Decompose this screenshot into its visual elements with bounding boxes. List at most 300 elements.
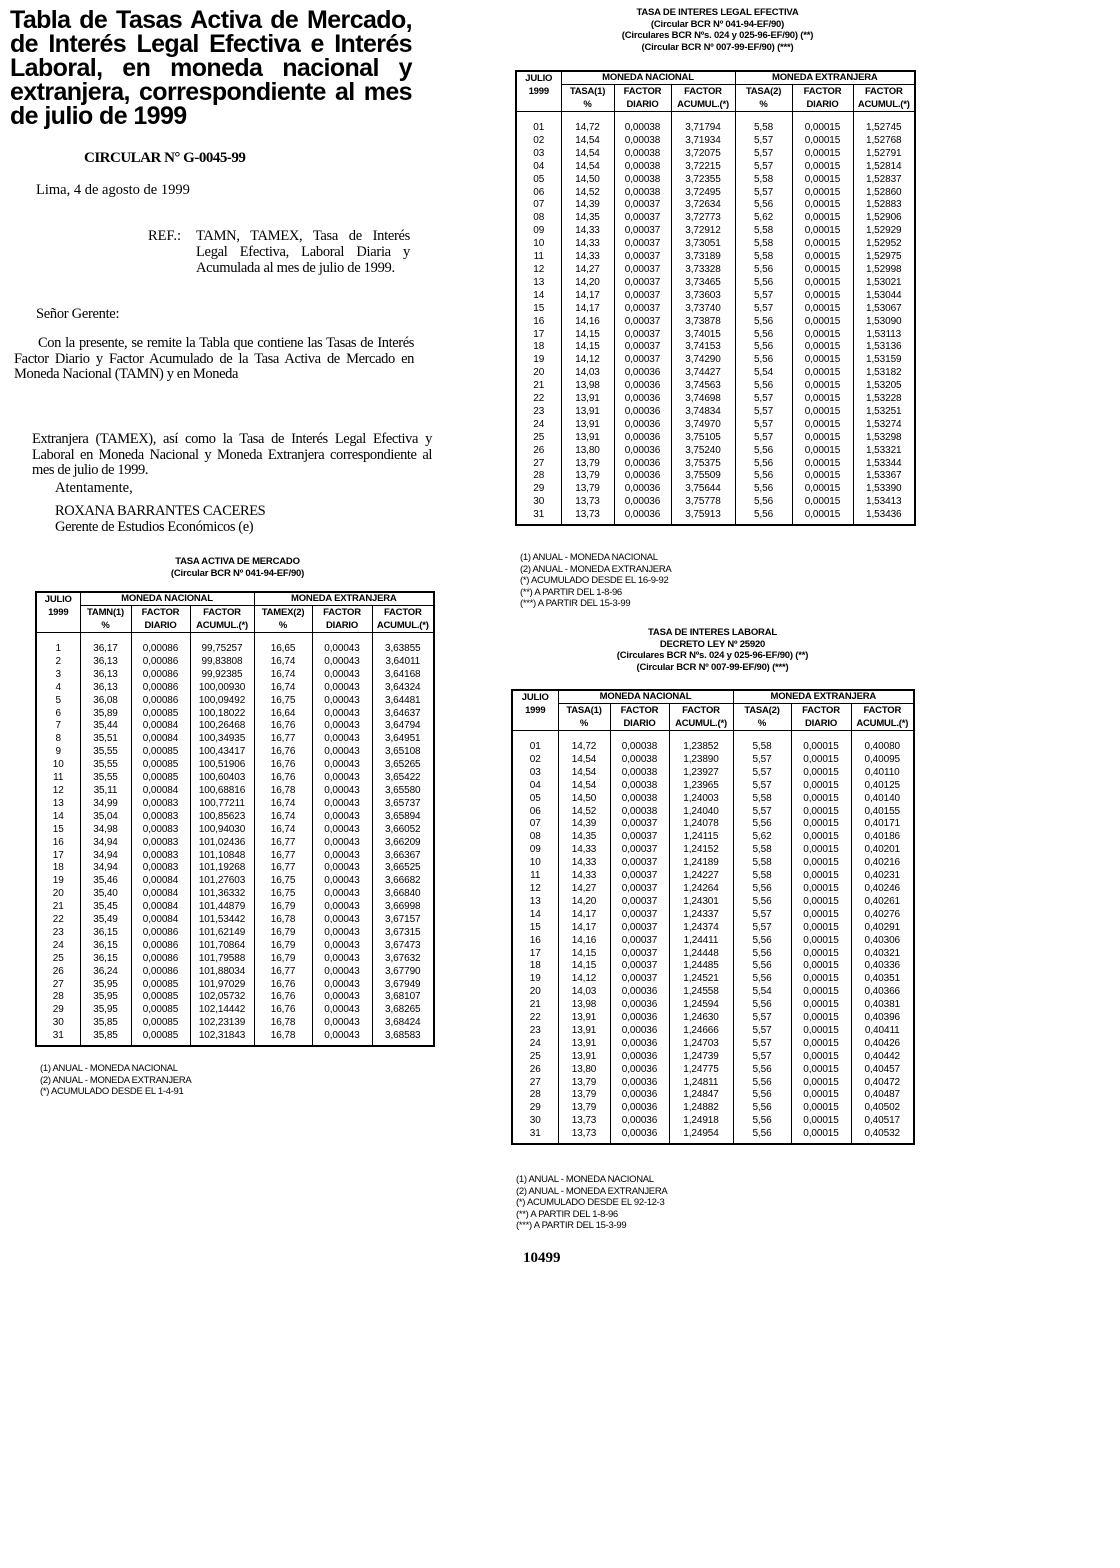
note: (1) ANUAL - MONEDA NACIONAL bbox=[520, 552, 658, 563]
table-cell: 5,58 bbox=[733, 870, 791, 883]
table-cell: 0,00043 bbox=[312, 1004, 372, 1017]
table-cell: 5,57 bbox=[735, 187, 792, 200]
table-cell: 36,08 bbox=[80, 695, 131, 708]
table-cell: 102,23139 bbox=[190, 1017, 254, 1030]
table-cell: 1,23927 bbox=[669, 767, 733, 780]
column-header-line: FACTOR bbox=[682, 705, 720, 716]
spacer-cell bbox=[791, 731, 851, 742]
table-row bbox=[36, 1017, 434, 1030]
table-cell: 14,52 bbox=[561, 187, 614, 200]
table-cell: 3,68424 bbox=[372, 1017, 434, 1030]
table-cell: 1,24411 bbox=[669, 935, 733, 948]
table-cell: 14 bbox=[516, 290, 561, 303]
table-row bbox=[36, 927, 434, 940]
table-cell: 17 bbox=[512, 948, 558, 961]
table-row bbox=[36, 991, 434, 1004]
column-header-line: DIARIO bbox=[804, 718, 838, 729]
table-legal bbox=[515, 70, 916, 526]
table-cell: 1,53321 bbox=[853, 445, 915, 458]
month-header bbox=[512, 690, 558, 731]
table-cell: 5,54 bbox=[735, 367, 792, 380]
table-cell: 16,75 bbox=[254, 888, 312, 901]
table-cell: 26 bbox=[512, 1064, 558, 1077]
table-cell: 27 bbox=[516, 458, 561, 471]
table-cell: 101,70864 bbox=[190, 940, 254, 953]
table-cell: 0,00036 bbox=[610, 1128, 669, 1144]
table-cell: 0,00015 bbox=[792, 432, 853, 445]
column-header bbox=[792, 85, 853, 112]
table-cell: 0,00086 bbox=[131, 953, 190, 966]
table-row bbox=[516, 187, 915, 200]
table-cell: 5,57 bbox=[733, 754, 791, 767]
table-cell: 14,54 bbox=[558, 780, 610, 793]
note: (2) ANUAL - MONEDA EXTRANJERA bbox=[520, 563, 672, 575]
table-cell: 0,00043 bbox=[312, 656, 372, 669]
table-row bbox=[512, 857, 914, 870]
table-cell: 0,40306 bbox=[851, 935, 914, 948]
table-cell: 0,00038 bbox=[614, 174, 671, 187]
table-cell: 3,72355 bbox=[671, 174, 735, 187]
table-activa-caption bbox=[35, 556, 440, 579]
table-cell: 0,40321 bbox=[851, 948, 914, 961]
table-cell: 0,40396 bbox=[851, 1012, 914, 1025]
table-cell: 0,00043 bbox=[312, 953, 372, 966]
table-cell: 14,54 bbox=[558, 767, 610, 780]
table-cell: 0,00015 bbox=[791, 767, 851, 780]
table-cell: 5,57 bbox=[735, 303, 792, 316]
table-cell: 0,00043 bbox=[312, 966, 372, 979]
table-cell: 13,98 bbox=[561, 380, 614, 393]
ref-text: TAMN, TAMEX, Tasa de Interés Legal Efectiva, Laboral Diaria y Acumulada al mes de julio de 1999. bbox=[196, 228, 410, 276]
table-cell: 0,00015 bbox=[791, 793, 851, 806]
table-cell: 19 bbox=[512, 973, 558, 986]
table-cell: 5,56 bbox=[735, 199, 792, 212]
table-cell: 0,40186 bbox=[851, 831, 914, 844]
table-cell: 10 bbox=[516, 238, 561, 251]
table-cell: 06 bbox=[512, 806, 558, 819]
month-label: JULIO bbox=[521, 692, 549, 703]
table-cell: 01 bbox=[516, 122, 561, 135]
table-cell: 1,53182 bbox=[853, 367, 915, 380]
table-cell: 07 bbox=[512, 818, 558, 831]
table-cell: 3,65108 bbox=[372, 746, 434, 759]
table-cell: 1,24594 bbox=[669, 999, 733, 1012]
table-cell: 0,00036 bbox=[610, 986, 669, 999]
table-cell: 0,00015 bbox=[792, 393, 853, 406]
table-cell: 16 bbox=[36, 837, 80, 850]
table-row bbox=[516, 264, 915, 277]
table-cell: 0,40110 bbox=[851, 767, 914, 780]
table-cell: 14,03 bbox=[561, 367, 614, 380]
table-cell: 102,31843 bbox=[190, 1030, 254, 1046]
table-cell: 3,65737 bbox=[372, 798, 434, 811]
column-header-line: FACTOR bbox=[203, 607, 241, 618]
table-cell: 101,27603 bbox=[190, 875, 254, 888]
table-cell: 0,00043 bbox=[312, 720, 372, 733]
note: (***) A PARTIR DEL 15-3-99 bbox=[520, 598, 631, 609]
table-cell: 16,75 bbox=[254, 875, 312, 888]
table-cell: 5,56 bbox=[733, 1128, 791, 1144]
table-cell: 3,75375 bbox=[671, 458, 735, 471]
table-cell: 1,52929 bbox=[853, 225, 915, 238]
table-cell: 5,56 bbox=[733, 883, 791, 896]
table-cell: 5,54 bbox=[733, 986, 791, 999]
table-cell: 35,44 bbox=[80, 720, 131, 733]
year-label: 1999 bbox=[48, 607, 69, 618]
table-cell: 3,73051 bbox=[671, 238, 735, 251]
table-cell: 0,00015 bbox=[791, 754, 851, 767]
table-cell: 0,00015 bbox=[791, 999, 851, 1012]
table-cell: 14,17 bbox=[558, 909, 610, 922]
table-cell: 0,00036 bbox=[614, 496, 671, 509]
table-cell: 0,00043 bbox=[312, 901, 372, 914]
table-cell: 35,11 bbox=[80, 785, 131, 798]
table-cell: 1,24847 bbox=[669, 1089, 733, 1102]
table-cell: 3,65265 bbox=[372, 759, 434, 772]
column-header-line: % bbox=[757, 718, 767, 729]
table-cell: 16,65 bbox=[254, 643, 312, 656]
table-cell: 09 bbox=[516, 225, 561, 238]
table-cell: 0,00015 bbox=[791, 806, 851, 819]
table-row bbox=[512, 896, 914, 909]
table-cell: 3,74427 bbox=[671, 367, 735, 380]
table-cell: 1,52952 bbox=[853, 238, 915, 251]
table-cell: 05 bbox=[512, 793, 558, 806]
table-cell: 3,72495 bbox=[671, 187, 735, 200]
column-header-line: TAMN(1) bbox=[87, 607, 124, 618]
table-legal-caption bbox=[515, 7, 920, 53]
caption-line: (Circulares BCR Nºs. 024 y 025-96-EF/90) (**) bbox=[616, 650, 809, 661]
table-cell: 13,79 bbox=[561, 458, 614, 471]
table-row bbox=[512, 1115, 914, 1128]
spacer-cell bbox=[851, 731, 914, 742]
table-row bbox=[516, 212, 915, 225]
table-cell: 0,00037 bbox=[610, 844, 669, 857]
table-cell: 0,00084 bbox=[131, 733, 190, 746]
table-cell: 1,23890 bbox=[669, 754, 733, 767]
table-cell: 0,00037 bbox=[614, 199, 671, 212]
table-cell: 0,00015 bbox=[792, 161, 853, 174]
table-row bbox=[512, 793, 914, 806]
table-cell: 0,00037 bbox=[614, 316, 671, 329]
table-cell: 14,27 bbox=[561, 264, 614, 277]
table-cell: 14,35 bbox=[561, 212, 614, 225]
table-cell: 1,24485 bbox=[669, 960, 733, 973]
table-cell: 3,72075 bbox=[671, 148, 735, 161]
table-row bbox=[516, 393, 915, 406]
column-header-line: % bbox=[101, 620, 110, 631]
table-cell: 0,40140 bbox=[851, 793, 914, 806]
table-cell: 0,00015 bbox=[791, 1025, 851, 1038]
table-cell: 5,58 bbox=[735, 238, 792, 251]
table-legal-notes bbox=[520, 552, 671, 610]
spacer-cell bbox=[516, 112, 561, 123]
caption-line: (Circular BCR Nº 007-99-EF/90) (***) bbox=[636, 661, 789, 673]
table-row bbox=[516, 367, 915, 380]
note: (*) ACUMULADO DESDE EL 16-9-92 bbox=[520, 575, 669, 586]
table-cell: 1,24189 bbox=[669, 857, 733, 870]
table-cell: 1,23965 bbox=[669, 780, 733, 793]
table-cell: 20 bbox=[516, 367, 561, 380]
table-cell: 0,00015 bbox=[791, 870, 851, 883]
header-row bbox=[516, 71, 915, 85]
month-label: JULIO bbox=[44, 594, 72, 605]
table-cell: 0,40366 bbox=[851, 986, 914, 999]
table-cell: 14,15 bbox=[558, 948, 610, 961]
column-header bbox=[80, 606, 131, 633]
table-cell: 5,57 bbox=[735, 161, 792, 174]
table-row bbox=[512, 741, 914, 754]
table-cell: 1,24264 bbox=[669, 883, 733, 896]
table-row bbox=[516, 483, 915, 496]
table-cell: 16,77 bbox=[254, 862, 312, 875]
table-cell: 0,00038 bbox=[614, 187, 671, 200]
table-cell: 16,74 bbox=[254, 798, 312, 811]
table-cell: 0,00015 bbox=[791, 831, 851, 844]
table-cell: 0,00086 bbox=[131, 643, 190, 656]
table-cell: 1,52814 bbox=[853, 161, 915, 174]
table-cell: 0,00036 bbox=[610, 999, 669, 1012]
table-cell: 3,75105 bbox=[671, 432, 735, 445]
table-cell: 14,52 bbox=[558, 806, 610, 819]
table-row bbox=[36, 888, 434, 901]
table-cell: 12 bbox=[512, 883, 558, 896]
table-cell: 35,51 bbox=[80, 733, 131, 746]
table-cell: 3,65894 bbox=[372, 811, 434, 824]
table-cell: 3,68107 bbox=[372, 991, 434, 1004]
table-cell: 14,16 bbox=[561, 316, 614, 329]
table-cell: 0,00086 bbox=[131, 656, 190, 669]
table-cell: 23 bbox=[36, 927, 80, 940]
table-cell: 5,56 bbox=[735, 329, 792, 342]
table-cell: 0,00043 bbox=[312, 824, 372, 837]
spacer-cell bbox=[669, 731, 733, 742]
table-cell: 0,00043 bbox=[312, 733, 372, 746]
table-cell: 0,00038 bbox=[614, 148, 671, 161]
table-cell: 0,00037 bbox=[610, 896, 669, 909]
note: (*) ACUMULADO DESDE EL 92-12-3 bbox=[516, 1197, 665, 1208]
spacer-cell bbox=[733, 731, 791, 742]
group-header-foreign: MONEDA EXTRANJERA bbox=[254, 592, 434, 606]
spacer-cell bbox=[558, 731, 610, 742]
table-row bbox=[512, 1038, 914, 1051]
table-cell: 100,43417 bbox=[190, 746, 254, 759]
table-cell: 16,77 bbox=[254, 966, 312, 979]
spacer-cell bbox=[190, 633, 254, 644]
table-cell: 22 bbox=[512, 1012, 558, 1025]
table-cell: 3,74834 bbox=[671, 406, 735, 419]
table-cell: 0,40442 bbox=[851, 1051, 914, 1064]
table-cell: 100,68816 bbox=[190, 785, 254, 798]
group-header-foreign: MONEDA EXTRANJERA bbox=[733, 690, 914, 704]
table-cell: 5,56 bbox=[735, 483, 792, 496]
table-cell: 0,40426 bbox=[851, 1038, 914, 1051]
table-cell: 0,00038 bbox=[610, 767, 669, 780]
table-cell: 0,00015 bbox=[791, 973, 851, 986]
table-cell: 1,24152 bbox=[669, 844, 733, 857]
table-cell: 14,17 bbox=[558, 922, 610, 935]
table-cell: 0,00036 bbox=[610, 1115, 669, 1128]
table-cell: 04 bbox=[512, 780, 558, 793]
table-cell: 5,56 bbox=[735, 380, 792, 393]
table-cell: 3,75509 bbox=[671, 470, 735, 483]
table-row bbox=[516, 161, 915, 174]
table-cell: 16,74 bbox=[254, 824, 312, 837]
table-row bbox=[512, 1064, 914, 1077]
table-cell: 15 bbox=[516, 303, 561, 316]
table-cell: 100,00930 bbox=[190, 682, 254, 695]
note: (*) ACUMULADO DESDE EL 1-4-91 bbox=[40, 1086, 184, 1097]
table-cell: 16,76 bbox=[254, 759, 312, 772]
table-cell: 24 bbox=[512, 1038, 558, 1051]
column-header bbox=[735, 85, 792, 112]
table-cell: 1,53344 bbox=[853, 458, 915, 471]
table-cell: 06 bbox=[516, 187, 561, 200]
table-cell: 0,00015 bbox=[791, 1051, 851, 1064]
document-title: Tabla de Tasas Activa de Mercado, de Interés Legal Efectiva e Interés Laboral, en moneda nacional y extranjera, correspondiente al mes de julio de 1999 bbox=[10, 6, 412, 130]
table-cell: 0,00085 bbox=[131, 991, 190, 1004]
table-cell: 3,73603 bbox=[671, 290, 735, 303]
table-cell: 16,77 bbox=[254, 837, 312, 850]
year-label: 1999 bbox=[528, 86, 549, 97]
column-header bbox=[312, 606, 372, 633]
table-cell: 14,33 bbox=[558, 844, 610, 857]
table-cell: 0,00037 bbox=[614, 329, 671, 342]
table-cell: 4 bbox=[36, 682, 80, 695]
table-cell: 14,03 bbox=[558, 986, 610, 999]
table-cell: 36,17 bbox=[80, 643, 131, 656]
table-row bbox=[516, 509, 915, 525]
table-cell: 0,00084 bbox=[131, 875, 190, 888]
table-cell: 0,00015 bbox=[791, 896, 851, 909]
table-cell: 13,80 bbox=[561, 445, 614, 458]
table-cell: 16,74 bbox=[254, 669, 312, 682]
table-cell: 0,40502 bbox=[851, 1102, 914, 1115]
table-cell: 101,02436 bbox=[190, 837, 254, 850]
table-cell: 13,79 bbox=[561, 470, 614, 483]
table-body bbox=[512, 731, 914, 1145]
column-header-line: FACTOR bbox=[803, 86, 842, 97]
table-cell: 0,40276 bbox=[851, 909, 914, 922]
table-cell: 0,00015 bbox=[792, 238, 853, 251]
column-header-line: FACTOR bbox=[623, 86, 662, 97]
table-cell: 3,73189 bbox=[671, 251, 735, 264]
table-cell: 35,95 bbox=[80, 1004, 131, 1017]
table-cell: 0,00036 bbox=[610, 1051, 669, 1064]
table-cell: 0,00083 bbox=[131, 850, 190, 863]
table-row bbox=[516, 290, 915, 303]
table-cell: 0,00015 bbox=[792, 212, 853, 225]
caption-line: DECRETO LEY Nº 25920 bbox=[659, 638, 766, 650]
table-cell: 0,00043 bbox=[312, 1030, 372, 1046]
column-header-line: TASA(2) bbox=[745, 86, 782, 97]
table-cell: 1 bbox=[36, 643, 80, 656]
table-cell: 5,57 bbox=[735, 290, 792, 303]
table-cell: 0,40095 bbox=[851, 754, 914, 767]
year-label: 1999 bbox=[525, 705, 546, 716]
table-row bbox=[512, 1128, 914, 1144]
table-cell: 14,39 bbox=[558, 818, 610, 831]
table-cell: 20 bbox=[512, 986, 558, 999]
table-cell: 0,00015 bbox=[792, 470, 853, 483]
table-cell: 0,00015 bbox=[791, 1012, 851, 1025]
table-cell: 0,00036 bbox=[614, 393, 671, 406]
table-cell: 0,00037 bbox=[614, 341, 671, 354]
header-row bbox=[36, 606, 434, 633]
ref-label: REF.: bbox=[148, 228, 182, 244]
table-row bbox=[36, 746, 434, 759]
table-cell: 0,00037 bbox=[610, 883, 669, 896]
spacer-cell bbox=[671, 112, 735, 123]
table-row bbox=[36, 1004, 434, 1017]
table-cell: 1,53044 bbox=[853, 290, 915, 303]
table-row bbox=[516, 470, 915, 483]
table-cell: 0,00037 bbox=[614, 354, 671, 367]
table-cell: 0,00043 bbox=[312, 759, 372, 772]
table-cell: 5,57 bbox=[735, 393, 792, 406]
table-row bbox=[36, 824, 434, 837]
spacer-cell bbox=[372, 633, 434, 644]
table-cell: 5,58 bbox=[735, 122, 792, 135]
table-cell: 36,13 bbox=[80, 656, 131, 669]
column-header-line: DIARIO bbox=[626, 99, 659, 110]
table-cell: 36,15 bbox=[80, 953, 131, 966]
table-cell: 13,79 bbox=[561, 483, 614, 496]
spacer-cell bbox=[610, 731, 669, 742]
table-cell: 31 bbox=[36, 1030, 80, 1046]
table-row bbox=[516, 329, 915, 342]
table-cell: 16,77 bbox=[254, 850, 312, 863]
table-cell: 30 bbox=[516, 496, 561, 509]
table-cell: 21 bbox=[516, 380, 561, 393]
table-row bbox=[36, 837, 434, 850]
table-cell: 5,57 bbox=[733, 767, 791, 780]
table-cell: 0,00037 bbox=[610, 818, 669, 831]
table-cell: 02 bbox=[516, 135, 561, 148]
table-cell: 14,35 bbox=[558, 831, 610, 844]
table-cell: 101,62149 bbox=[190, 927, 254, 940]
table-cell: 0,00015 bbox=[792, 483, 853, 496]
column-header bbox=[614, 85, 671, 112]
table-row bbox=[36, 720, 434, 733]
table-cell: 5,57 bbox=[735, 406, 792, 419]
table-cell: 0,00015 bbox=[792, 135, 853, 148]
table-cell: 14 bbox=[36, 811, 80, 824]
table-cell: 13,91 bbox=[561, 419, 614, 432]
table-cell: 3,66840 bbox=[372, 888, 434, 901]
table-cell: 0,00085 bbox=[131, 979, 190, 992]
table-cell: 5,57 bbox=[733, 922, 791, 935]
column-header-line: ACUMUL.(*) bbox=[857, 99, 910, 110]
table-cell: 3,68265 bbox=[372, 1004, 434, 1017]
table-cell: 0,00015 bbox=[792, 303, 853, 316]
table-cell: 5,56 bbox=[733, 1089, 791, 1102]
note: (1) ANUAL - MONEDA NACIONAL bbox=[40, 1063, 178, 1074]
table-cell: 1,24703 bbox=[669, 1038, 733, 1051]
table-cell: 14,50 bbox=[561, 174, 614, 187]
table-cell: 0,00015 bbox=[792, 122, 853, 135]
table-cell: 14,54 bbox=[558, 754, 610, 767]
table-cell: 22 bbox=[36, 914, 80, 927]
table-cell: 102,14442 bbox=[190, 1004, 254, 1017]
table-cell: 0,00038 bbox=[610, 780, 669, 793]
table-cell: 5,56 bbox=[733, 1115, 791, 1128]
table-cell: 2 bbox=[36, 656, 80, 669]
table-cell: 5,57 bbox=[735, 419, 792, 432]
table-cell: 14,54 bbox=[561, 135, 614, 148]
table-cell: 101,88034 bbox=[190, 966, 254, 979]
table-cell: 5,57 bbox=[735, 432, 792, 445]
